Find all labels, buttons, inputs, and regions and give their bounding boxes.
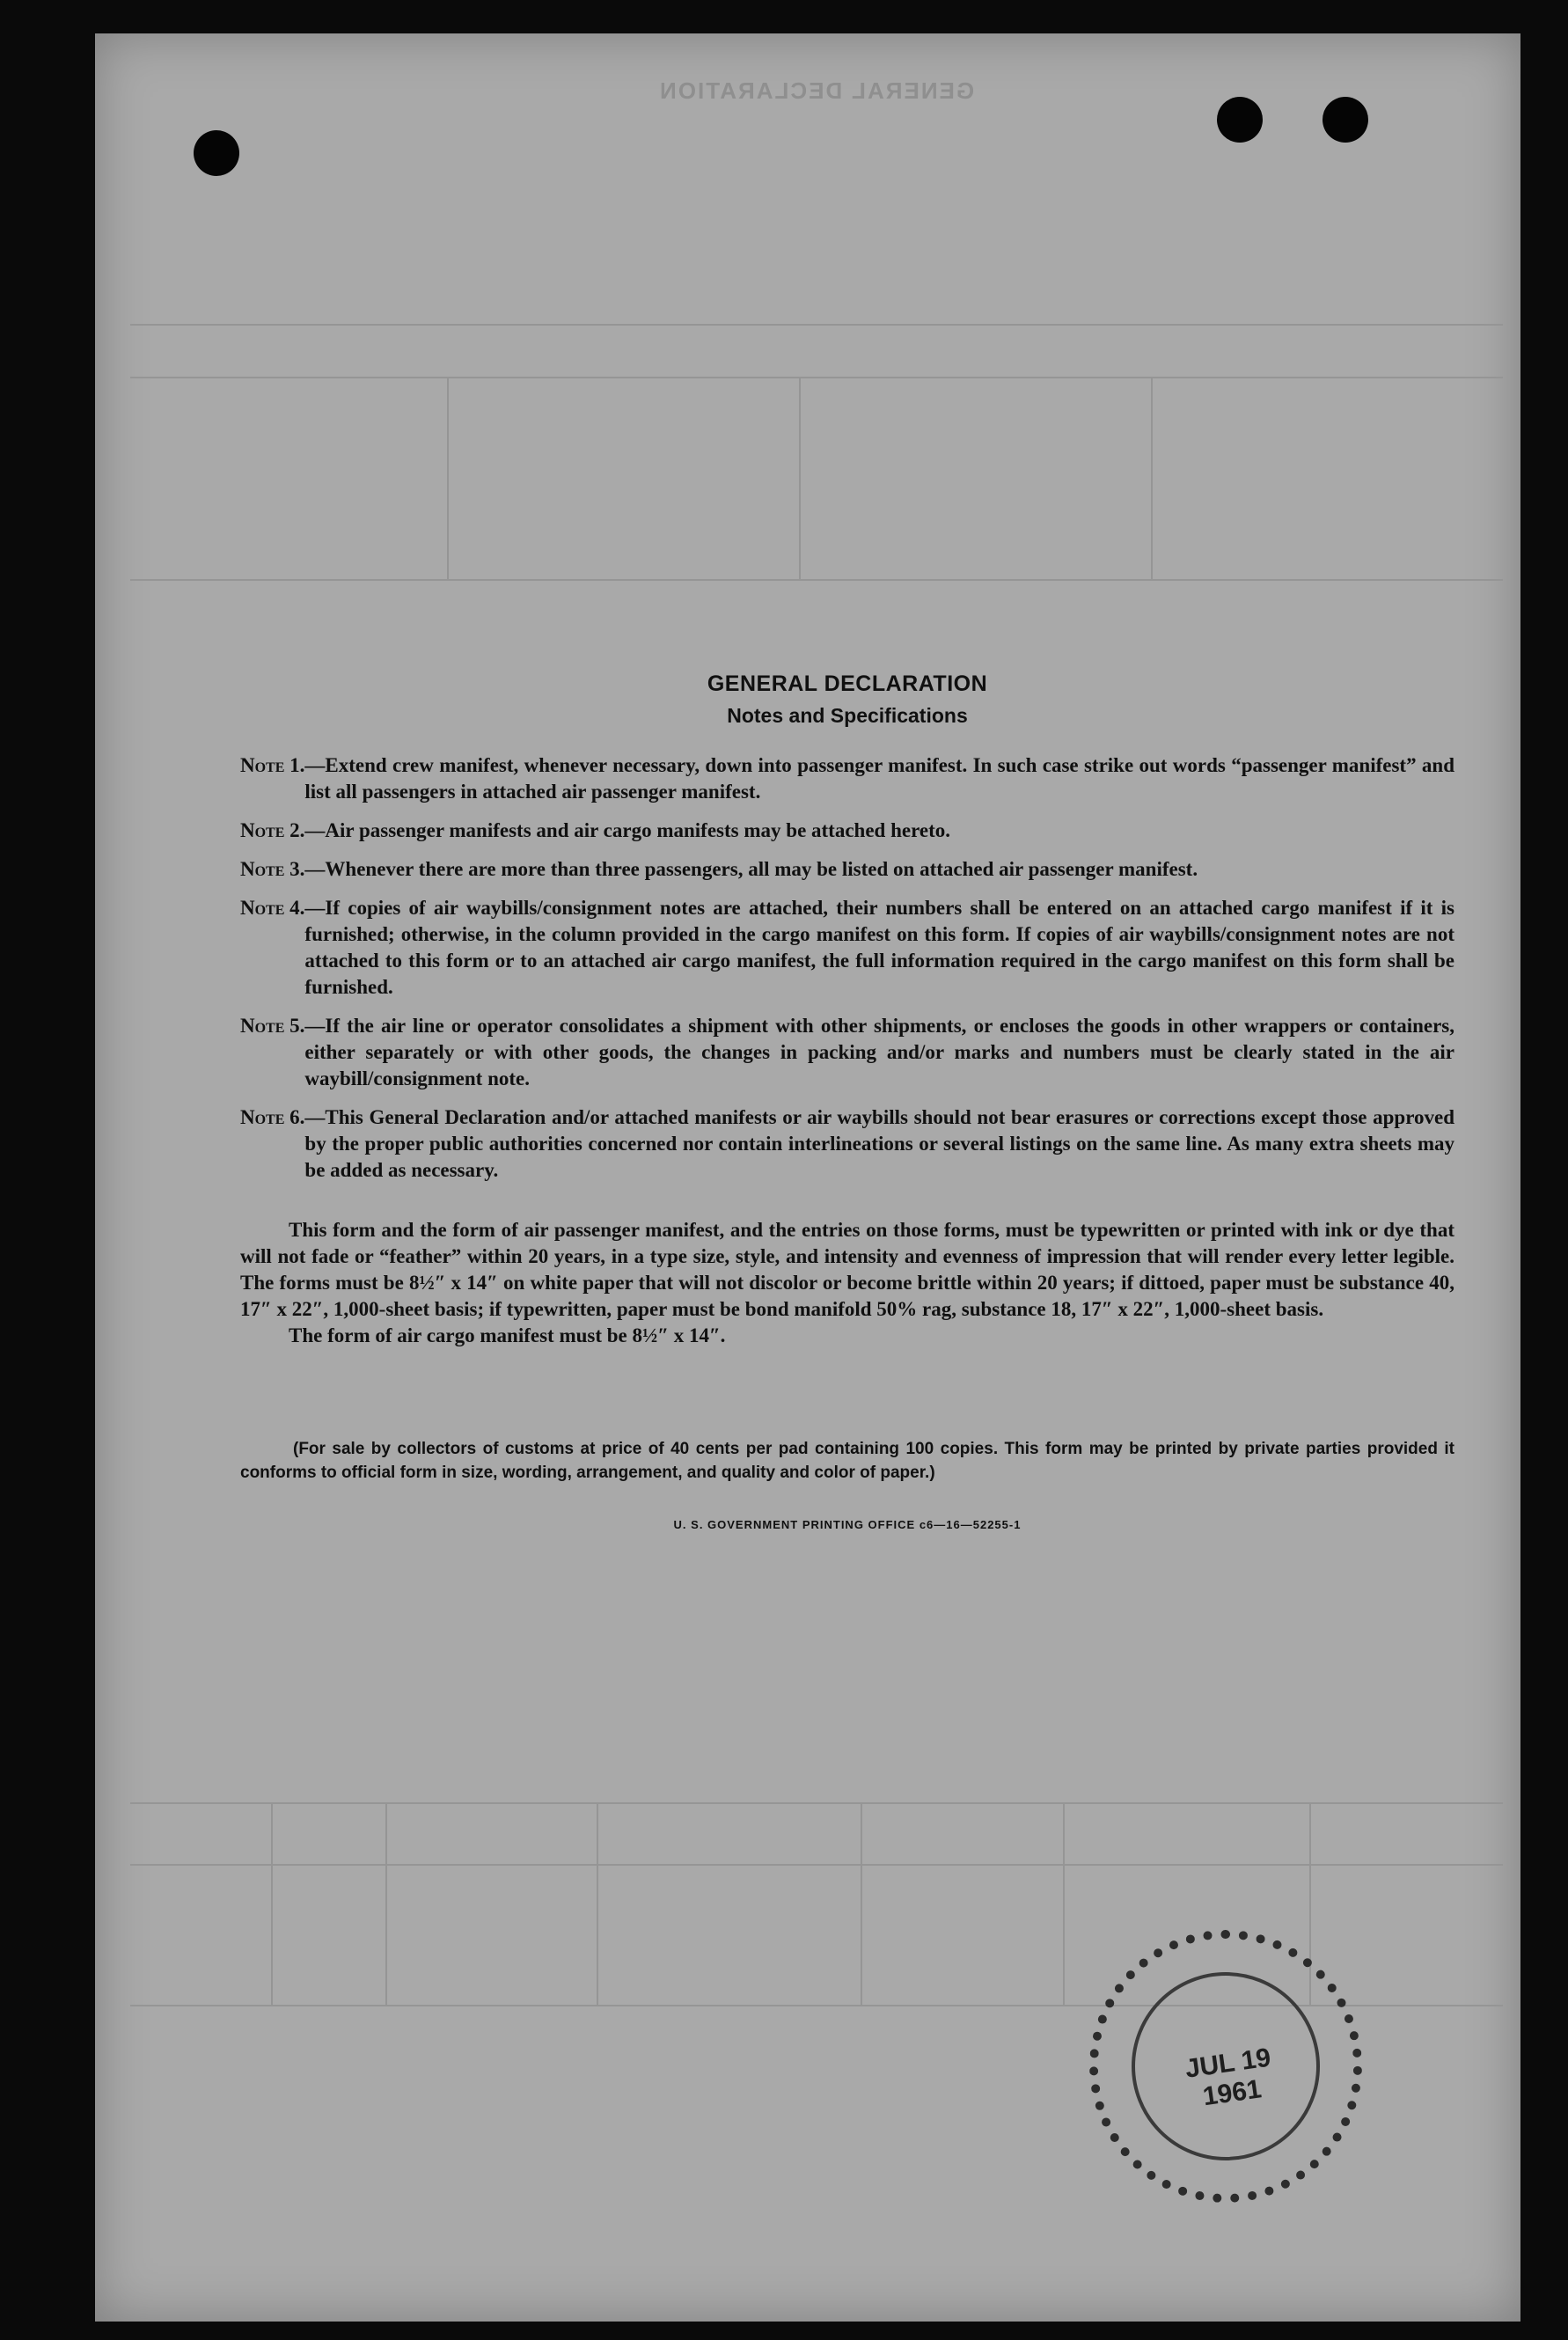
bleed-through-rule — [1151, 377, 1153, 579]
note-label: Note 4. — [240, 897, 305, 919]
bleed-through-rule — [385, 1802, 387, 2005]
bleed-through-rule — [130, 377, 1503, 378]
bleed-through-rule — [271, 1802, 273, 2005]
note-text: —This General Declaration and/or attached manifests or air waybills should not bear erasures or corrections except those approved by the proper public authorities concerned nor contain interlineations or several listings on the same line. As many extra sheets may be added as necessary. — [304, 1106, 1454, 1181]
note-label: Note 3. — [240, 858, 305, 880]
bleed-through-rule — [861, 1802, 862, 2005]
document-sheet — [95, 33, 1520, 2322]
note-text: —If the air line or operator consolidates a shipment with other shipments, or encloses the goods in other wrappers or containers, either separately or with other goods, the changes in packing and/or marks and numbers must be clearly stated in the air waybill/consignment note. — [304, 1015, 1454, 1089]
note-text: —Extend crew manifest, whenever necessary, down into passenger manifest. In such case strike out words “passenger manifest” and list all passengers in attached air passenger manifest. — [304, 754, 1454, 803]
note-label: Note 1. — [240, 754, 305, 776]
punch-hole-right-1 — [1217, 97, 1263, 143]
note-label: Note 2. — [240, 819, 305, 841]
note-2 — [240, 818, 1454, 844]
sale-notice: (For sale by collectors of customs at price of 40 cents per pad containing 100 copies. This form may be printed by private parties provided it conforms to official form in size, wording, arrangement, and quality and color of paper.) — [240, 1440, 1454, 1482]
printing-office-line: U. S. GOVERNMENT PRINTING OFFICE c6—16—52255-1 — [673, 1518, 1022, 1531]
notes-section — [240, 671, 1454, 1531]
bleed-through-rule — [130, 324, 1503, 326]
note-text: —Whenever there are more than three passengers, all may be listed on attached air passenger manifest. — [304, 858, 1198, 880]
note-text: —If copies of air waybills/consignment notes are attached, their numbers shall be entered on an attached cargo manifest if it is furnished; otherwise, in the column provided in the cargo manifest on this form. If copies of air waybills/consignment notes are not attached to this form or to an attached air cargo manifest, the full information required in the cargo manifest on this form shall be furnished. — [304, 897, 1454, 998]
bleed-through-rule — [597, 1802, 598, 2005]
note-3 — [240, 856, 1454, 883]
note-5 — [240, 1013, 1454, 1092]
note-4 — [240, 895, 1454, 1001]
received-stamp — [1089, 1930, 1362, 2203]
note-6 — [240, 1104, 1454, 1184]
page-title: GENERAL DECLARATION — [707, 671, 988, 696]
stamp-date: JUL 19 1961 — [1183, 2043, 1273, 2112]
punch-hole-left — [194, 130, 239, 176]
note-text: —Air passenger manifests and air cargo manifests may be attached hereto. — [304, 819, 951, 841]
bleed-through-rule — [130, 579, 1503, 581]
note-label: Note 6. — [240, 1106, 305, 1128]
bleed-through-rule — [799, 377, 801, 579]
page-subtitle: Notes and Specifications — [727, 704, 968, 727]
bleed-through-rule — [130, 1802, 1503, 1804]
form-requirements-paragraph: This form and the form of air passenger manifest, and the entries on those forms, must be typewritten or printed with ink or dye that will not fade or “feather” within 20 years, in a type size, style, and intensity and evenness of impression that will render every letter legible. The forms must be 8½″ x 14″ on white paper that will not discolor or become brittle within 20 years; if dittoed, paper must be substance 40, 17″ x 22″, 1,000-sheet basis; if typewritten, paper must be bond manifold 50% rag, substance 18, 17″ x 22″, 1,000-sheet basis. — [240, 1219, 1454, 1320]
note-label: Note 5. — [240, 1015, 305, 1037]
bleed-through-heading: GENERAL DECLARATION — [658, 77, 975, 104]
bleed-through-rule — [1063, 1802, 1065, 2005]
cargo-manifest-size-line: The form of air cargo manifest must be 8½″ x 14″. — [289, 1324, 726, 1346]
note-1 — [240, 752, 1454, 805]
bleed-through-rule — [130, 1864, 1503, 1866]
punch-hole-right-2 — [1323, 97, 1368, 143]
bleed-through-rule — [447, 377, 449, 579]
